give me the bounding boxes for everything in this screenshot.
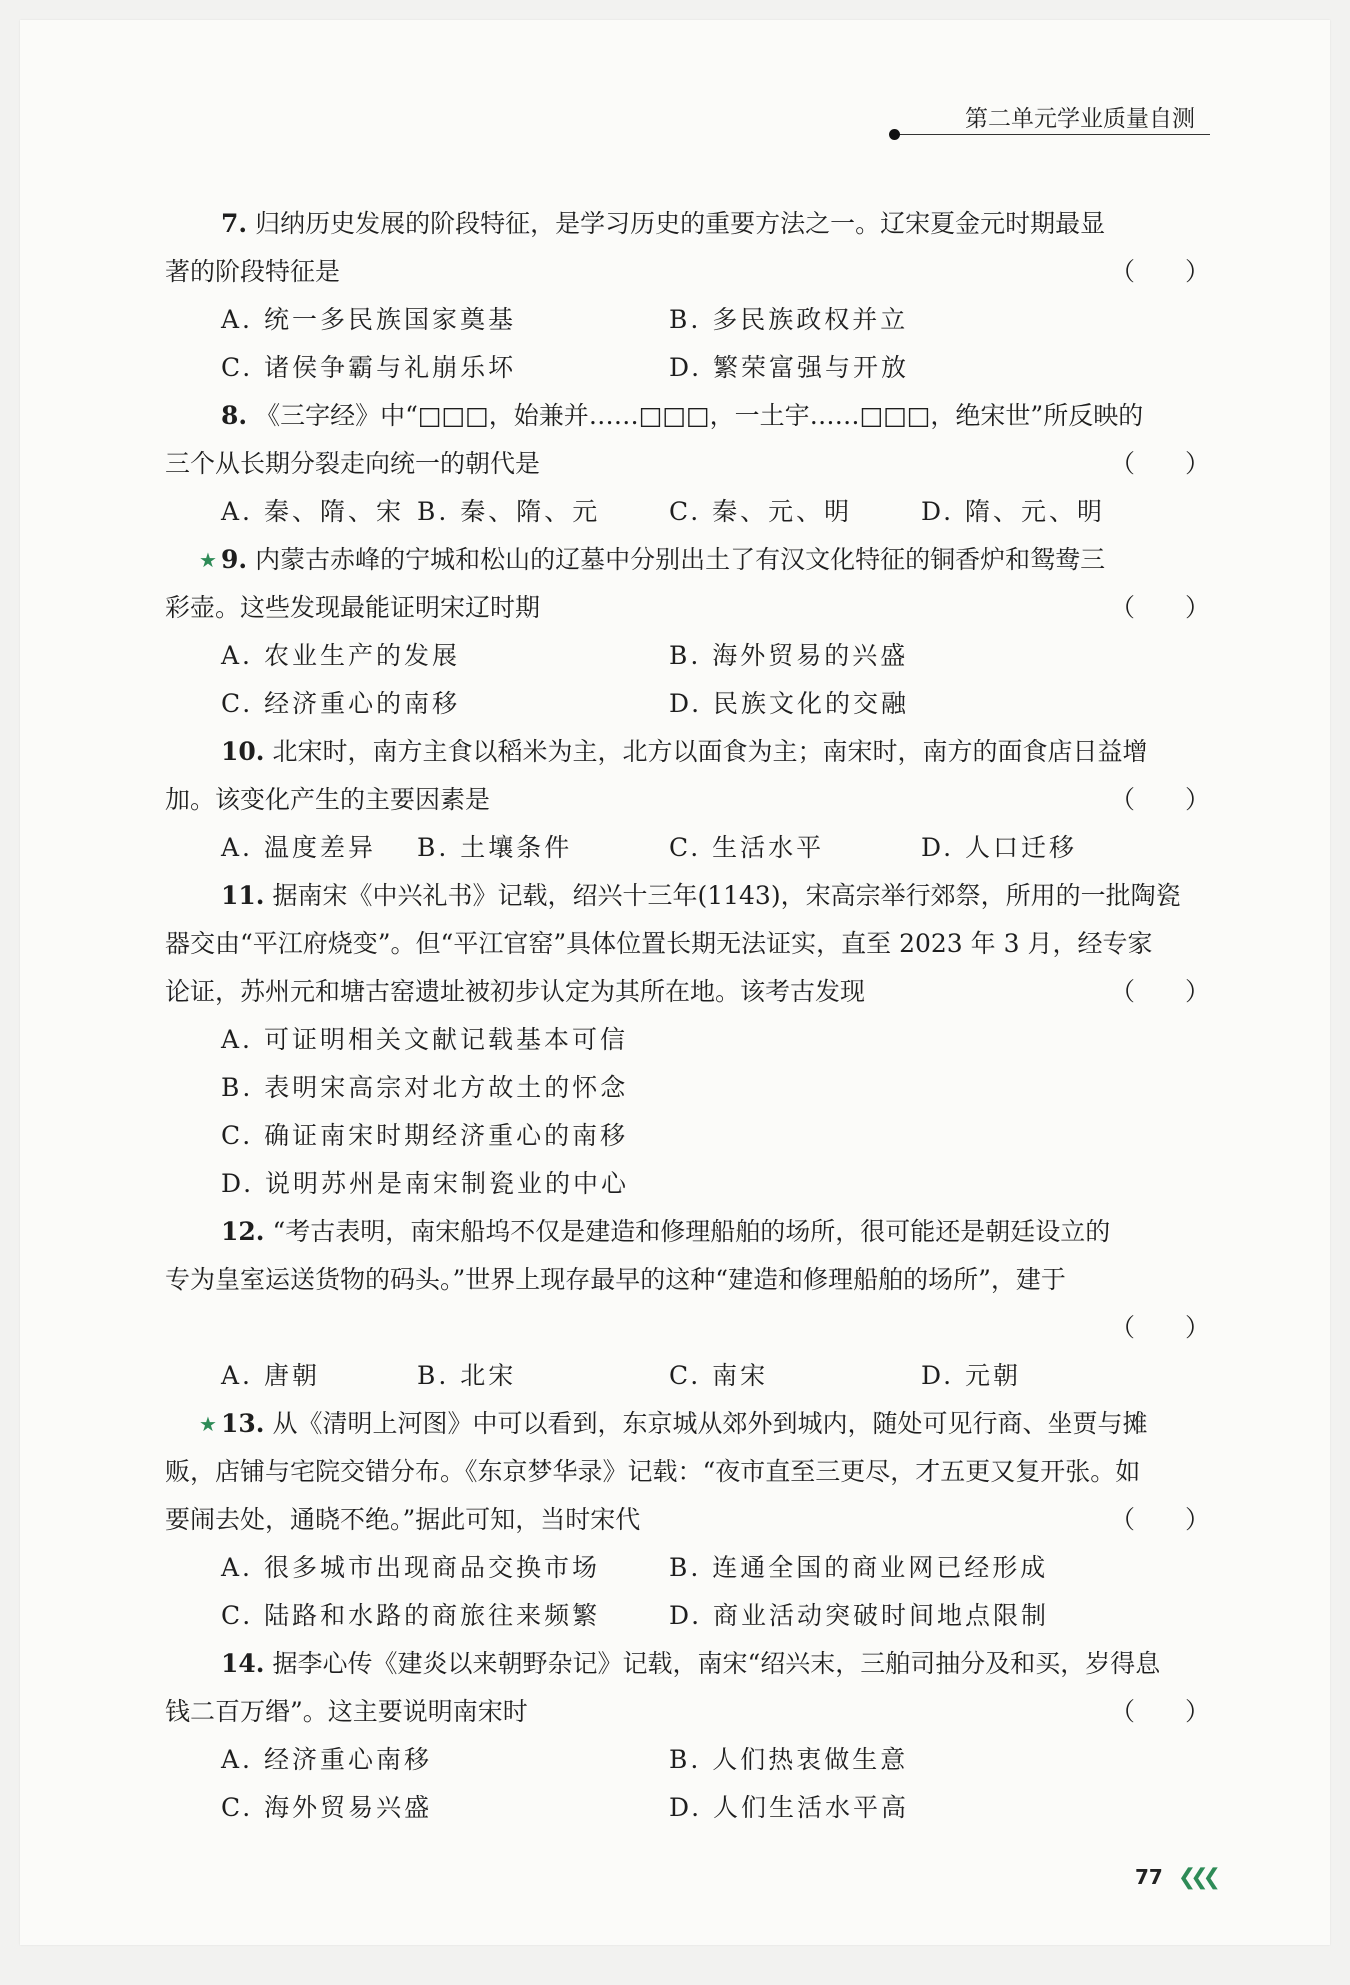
header-dot-icon [889,129,900,140]
question-text: 三个从长期分裂走向统一的朝代是 [165,449,541,478]
option-b: B. 土壤条件 [417,833,573,862]
star-icon: ★ [199,548,217,572]
question-text: 器交由“平江府烧变”。但“平江官窑”具体位置长期无法证实，直至 2023 年 3 月，经专家 [165,929,1153,958]
question-text: 内蒙古赤峰的宁城和松山的辽墓中分别出土了有汉文化特征的铜香炉和鸳鸯三 [255,545,1106,574]
question-number: 8. [221,401,248,430]
header-rule [895,134,1210,135]
question-number: 9. [221,545,248,574]
option-c: C. 海外贸易兴盛 [221,1793,433,1822]
question-text: 北宋时，南方主食以稻米为主，北方以面食为主；南宋时，南方的面食店日益增 [272,737,1148,766]
question-text: 钱二百万缗”。这主要说明南宋时 [165,1697,528,1726]
question-text: 据李心传《建炎以来朝野杂记》记载，南宋“绍兴末，三舶司抽分及和买，岁得息 [272,1649,1161,1678]
question-number: 10. [221,737,265,766]
star-icon: ★ [199,1412,217,1436]
question-text: 据南宋《中兴礼书》记载，绍兴十三年(1143)，宋高宗举行郊祭，所用的一批陶瓷 [272,881,1181,910]
question-13 [165,1400,1210,1640]
answer-blank: （ ） [1109,1505,1210,1534]
option-a: A. 秦、隋、宋 [221,497,404,526]
question-number: 11. [221,881,265,910]
question-10 [165,728,1210,872]
option-c: C. 秦、元、明 [669,497,853,526]
option-b: B. 多民族政权并立 [669,305,909,334]
option-b: B. 北宋 [417,1361,517,1390]
option-a: A. 温度差异 [221,833,376,862]
question-text: 从《清明上河图》中可以看到，东京城从郊外到城内，随处可见行商、坐贾与摊 [272,1409,1148,1438]
option-c: C. 经济重心的南移 [221,689,461,718]
option-d: D. 隋、元、明 [921,497,1106,526]
question-8 [165,392,1210,536]
question-text: 加。该变化产生的主要因素是 [165,785,491,814]
option-b: B. 海外贸易的兴盛 [669,641,909,670]
question-text: 论证，苏州元和塘古窑遗址被初步认定为其所在地。该考古发现 [165,977,866,1006]
option-d: D. 繁荣富强与开放 [669,353,910,382]
question-text: 要闹去处，通晓不绝。”据此可知，当时宋代 [165,1505,641,1534]
option-d: D. 说明苏州是南宋制瓷业的中心 [221,1169,630,1198]
answer-blank: （ ） [1109,977,1210,1006]
chevron-left-icon: ❮❮❮ [1177,1865,1216,1890]
question-12 [165,1208,1210,1400]
option-a: A. 可证明相关文献记载基本可信 [221,1025,628,1054]
question-list [165,200,1210,1832]
option-c: C. 南宋 [669,1361,769,1390]
option-a: A. 农业生产的发展 [221,641,460,670]
option-b: B. 人们热衷做生意 [669,1745,909,1774]
option-a: A. 很多城市出现商品交换市场 [221,1553,600,1582]
question-text: 彩壶。这些发现最能证明宋辽时期 [165,593,541,622]
question-11 [165,872,1210,1208]
question-text: 归纳历史发展的阶段特征，是学习历史的重要方法之一。辽宋夏金元时期最显 [255,209,1106,238]
question-text: 著的阶段特征是 [165,257,341,286]
answer-blank: （ ） [1109,593,1210,622]
question-text: 专为皇室运送货物的码头。”世界上现存最早的这种“建造和修理船舶的场所”，建于 [165,1265,1066,1294]
answer-blank: （ ） [1109,1697,1210,1726]
page-footer [1135,1865,1215,1890]
option-b: B. 连通全国的商业网已经形成 [669,1553,1049,1582]
option-c: C. 确证南宋时期经济重心的南移 [221,1121,629,1150]
option-d: D. 人口迁移 [921,833,1078,862]
option-c: C. 生活水平 [669,833,825,862]
page [20,20,1330,1945]
option-b: B. 秦、隋、元 [417,497,601,526]
question-7 [165,200,1210,392]
question-text: 《三字经》中“□□□，始兼并……□□□，一土宇……□□□，绝宋世”所反映的 [255,401,1144,430]
question-number: 14. [221,1649,265,1678]
question-text: 贩，店铺与宅院交错分布。《东京梦华录》记载：“夜市直至三更尽，才五更又复开张。如 [165,1457,1141,1486]
option-d: D. 人们生活水平高 [669,1793,910,1822]
option-d: D. 商业活动突破时间地点限制 [669,1601,1050,1630]
answer-blank: （ ） [1109,1313,1210,1342]
page-number: 77 [1135,1865,1163,1889]
question-number: 12. [221,1217,265,1246]
unit-title: 第二单元学业质量自测 [965,106,1195,132]
answer-blank: （ ） [1109,449,1210,478]
option-a: A. 经济重心南移 [221,1745,432,1774]
option-c: C. 诸侯争霸与礼崩乐坏 [221,353,517,382]
option-d: D. 元朝 [921,1361,1022,1390]
question-number: 13. [221,1409,265,1438]
option-a: A. 统一多民族国家奠基 [221,305,516,334]
option-b: B. 表明宋高宗对北方故土的怀念 [221,1073,629,1102]
option-d: D. 民族文化的交融 [669,689,910,718]
answer-blank: （ ） [1109,785,1210,814]
question-14 [165,1640,1210,1832]
question-9 [165,536,1210,728]
question-text: “考古表明，南宋船坞不仅是建造和修理船舶的场所，很可能还是朝廷设立的 [272,1217,1111,1246]
option-a: A. 唐朝 [221,1361,320,1390]
question-number: 7. [221,209,248,238]
answer-blank: （ ） [1109,257,1210,286]
option-c: C. 陆路和水路的商旅往来频繁 [221,1601,601,1630]
